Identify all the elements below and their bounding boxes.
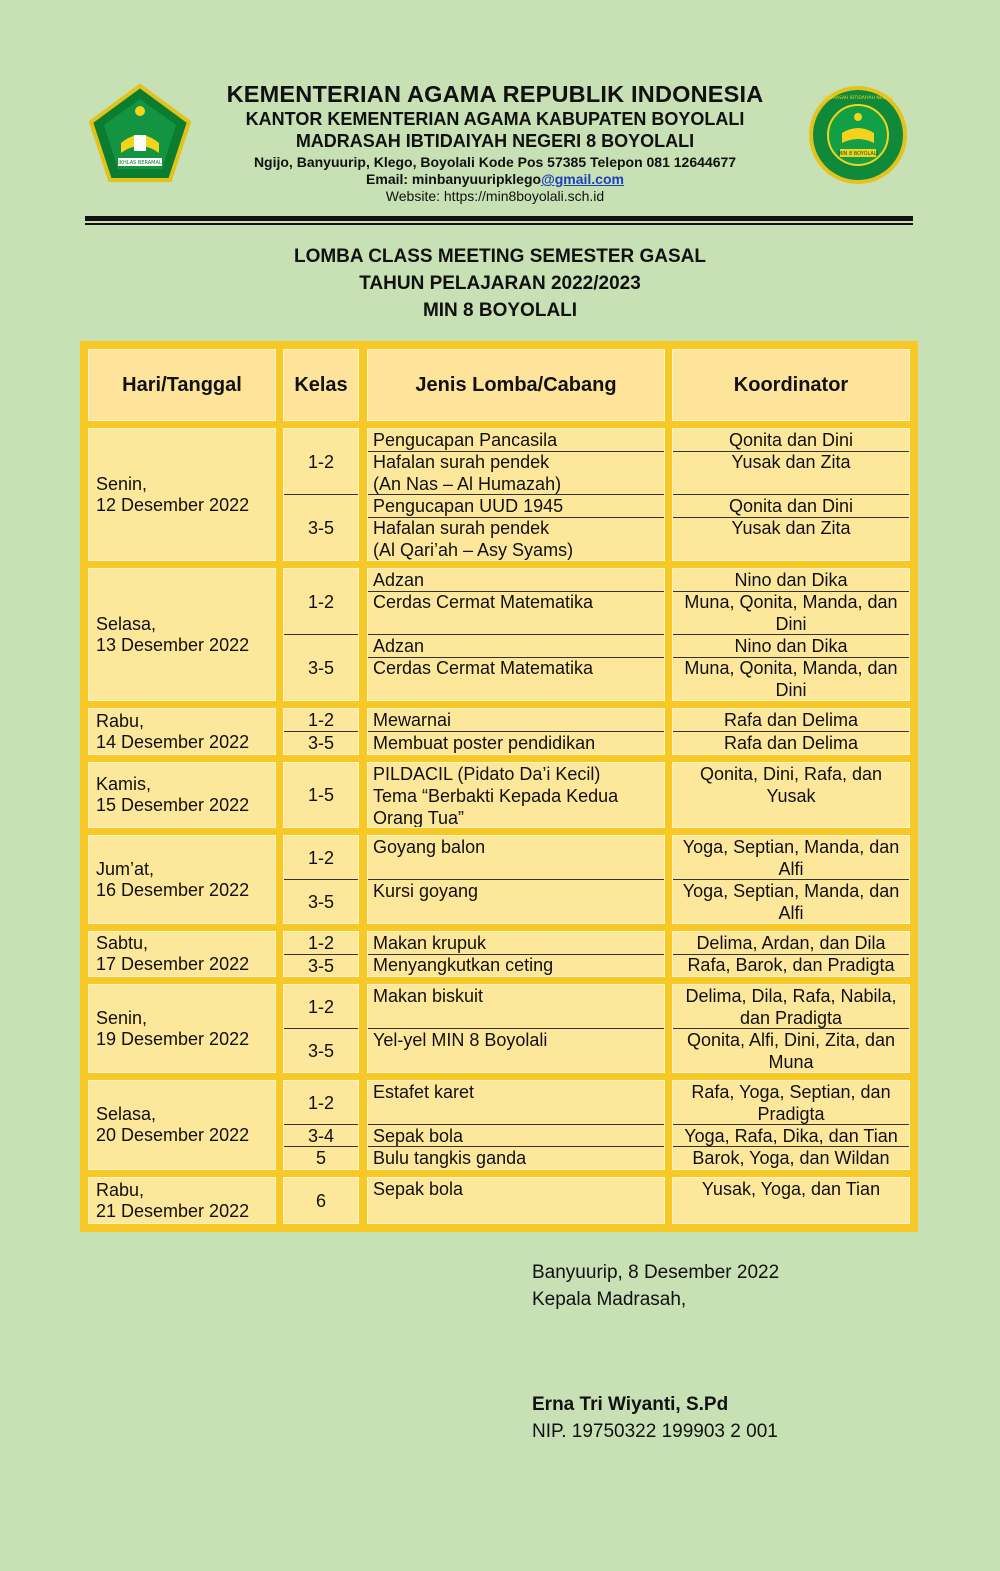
- letterhead-rule: [85, 216, 913, 221]
- lomba-cell: Pengucapan Pancasila Hafalan surah pendek (An Nas – Al Humazah) Pengucapan UUD 1945 Hafalan surah pendek (Al Qari’ah – Asy Syams): [368, 429, 664, 560]
- row-divider: [284, 494, 358, 495]
- lomba-cell: Estafet karet Sepak bola Bulu tangkis ganda: [368, 1081, 664, 1169]
- right-logo-text: MIN 8 BOYOLALI: [837, 151, 879, 157]
- koordinator-cell: Rafa, Yoga, Septian, dan Pradigta Yoga, Rafa, Dika, dan Tian Barok, Yoga, dan Wildan: [673, 1081, 909, 1169]
- row-divider: [368, 1146, 664, 1147]
- row-divider: [673, 1028, 909, 1029]
- kelas-cell: 1-2: [284, 569, 358, 634]
- right-logo-ring: MADRASAH IBTIDAIYAH NEGERI: [822, 96, 894, 101]
- kelas-cell: 1-2: [284, 836, 358, 879]
- row-divider: [673, 1146, 909, 1147]
- school-address: Ngijo, Banyuurip, Klego, Boyolali Kode Pos 57385 Telepon 081 12644677: [253, 154, 737, 170]
- letterhead-rule-thin: [85, 223, 913, 225]
- office-name: KANTOR KEMENTERIAN AGAMA KABUPATEN BOYOLALI: [245, 109, 745, 129]
- kelas-cell: 3-5: [284, 1029, 358, 1072]
- letterhead: [200, 80, 790, 205]
- kelas-cell: 1-2: [284, 709, 358, 731]
- lomba-cell: Mewarnai Membuat poster pendidikan: [368, 709, 664, 754]
- row-divider: [368, 954, 664, 955]
- email-link[interactable]: @gmail.com: [541, 171, 624, 187]
- row-divider: [368, 879, 664, 880]
- sign-position: Kepala Madrasah,: [532, 1289, 687, 1310]
- day-cell: Senin, 12 Desember 2022: [89, 429, 275, 560]
- sign-place-date: Banyuurip, 8 Desember 2022: [532, 1262, 780, 1283]
- kelas-cell: 1-5: [284, 763, 358, 827]
- row-divider: [673, 657, 909, 658]
- school-website: Website: https://min8boyolali.sch.id: [385, 188, 605, 204]
- row-divider: [368, 1124, 664, 1125]
- row-divider: [673, 731, 909, 732]
- day-cell: Senin, 19 Desember 2022: [89, 985, 275, 1072]
- madrasah-logo: [806, 83, 910, 187]
- koordinator-cell: Yoga, Septian, Manda, dan Alfi Yoga, Septian, Manda, dan Alfi: [673, 836, 909, 923]
- row-divider: [284, 1124, 358, 1125]
- document-title: [0, 243, 1000, 324]
- header-kelas: Kelas: [284, 350, 358, 420]
- header-koordinator: Koordinator: [673, 350, 909, 420]
- title-line-2: TAHUN PELAJARAN 2022/2023: [359, 273, 641, 294]
- day-cell: Sabtu, 17 Desember 2022: [89, 932, 275, 976]
- school-email: Email: minbanyuuripklego@gmail.com: [366, 171, 624, 187]
- day-cell: Selasa, 20 Desember 2022: [89, 1081, 275, 1169]
- kemenag-logo: [88, 83, 192, 187]
- day-cell: Kamis, 15 Desember 2022: [89, 763, 275, 827]
- kelas-cell: 3-5: [284, 955, 358, 976]
- row-divider: [368, 517, 664, 518]
- kelas-cell: 1-2: [284, 429, 358, 494]
- title-line-1: LOMBA CLASS MEETING SEMESTER GASAL: [293, 246, 707, 267]
- koordinator-cell: Nino dan Dika Muna, Qonita, Manda, dan Dini Nino dan Dika Muna, Qonita, Manda, dan Dini: [673, 569, 909, 700]
- kelas-cell: 3-5: [284, 880, 358, 923]
- kelas-cell: 3-5: [284, 635, 358, 700]
- row-divider: [368, 634, 664, 635]
- sign-nip: NIP. 19750322 199903 2 001: [532, 1421, 778, 1442]
- lomba-cell: Goyang balon Kursi goyang: [368, 836, 664, 923]
- row-divider: [284, 954, 358, 955]
- kelas-cell: 6: [284, 1178, 358, 1223]
- row-divider: [284, 731, 358, 732]
- row-divider: [673, 494, 909, 495]
- header-hari: Hari/Tanggal: [89, 350, 275, 420]
- row-divider: [368, 1028, 664, 1029]
- lomba-cell: PILDACIL (Pidato Da’i Kecil) Tema “Berbakti Kepada Kedua Orang Tua”: [368, 763, 664, 827]
- row-divider: [284, 1028, 358, 1029]
- row-divider: [673, 879, 909, 880]
- header-lomba: Jenis Lomba/Cabang: [368, 350, 664, 420]
- row-divider: [284, 634, 358, 635]
- row-divider: [673, 634, 909, 635]
- koordinator-cell: Rafa dan Delima Rafa dan Delima: [673, 709, 909, 754]
- kelas-cell: 1-2: [284, 985, 358, 1028]
- row-divider: [284, 879, 358, 880]
- title-line-3: MIN 8 BOYOLALI: [422, 300, 578, 321]
- day-cell: Selasa, 13 Desember 2022: [89, 569, 275, 700]
- row-divider: [368, 591, 664, 592]
- school-name: MADRASAH IBTIDAIYAH NEGERI 8 BOYOLALI: [295, 131, 695, 151]
- kelas-cell: 3-5: [284, 495, 358, 560]
- row-divider: [368, 451, 664, 452]
- kelas-cell: 3-5: [284, 732, 358, 754]
- lomba-cell: Makan krupuk Menyangkutkan ceting: [368, 932, 664, 976]
- koordinator-cell: Qonita, Dini, Rafa, dan Yusak: [673, 763, 909, 827]
- row-divider: [673, 954, 909, 955]
- day-cell: Jum’at, 16 Desember 2022: [89, 836, 275, 923]
- row-divider: [673, 591, 909, 592]
- lomba-cell: Makan biskuit Yel-yel MIN 8 Boyolali: [368, 985, 664, 1072]
- day-cell: Rabu, 14 Desember 2022: [89, 709, 275, 754]
- kelas-cell: 1-2: [284, 932, 358, 954]
- koordinator-cell: Delima, Dila, Rafa, Nabila, dan Pradigta Qonita, Alfi, Dini, Zita, dan Muna: [673, 985, 909, 1072]
- lomba-cell: Sepak bola: [368, 1178, 664, 1223]
- day-cell: Rabu, 21 Desember 2022: [89, 1178, 275, 1223]
- row-divider: [673, 451, 909, 452]
- row-divider: [673, 1124, 909, 1125]
- lomba-cell: Adzan Cerdas Cermat Matematika Adzan Cerdas Cermat Matematika: [368, 569, 664, 700]
- ministry-name: KEMENTERIAN AGAMA REPUBLIK INDONESIA: [226, 81, 764, 107]
- koordinator-cell: Delima, Ardan, dan Dila Rafa, Barok, dan Pradigta: [673, 932, 909, 976]
- kelas-cell: 5: [284, 1147, 358, 1169]
- kelas-cell: 3-4: [284, 1125, 358, 1146]
- kelas-cell: 1-2: [284, 1081, 358, 1124]
- row-divider: [284, 1146, 358, 1147]
- row-divider: [673, 517, 909, 518]
- koordinator-cell: Yusak, Yoga, dan Tian: [673, 1178, 909, 1223]
- row-divider: [368, 494, 664, 495]
- row-divider: [368, 657, 664, 658]
- sign-name: Erna Tri Wiyanti, S.Pd: [532, 1394, 729, 1415]
- left-logo-text: IKHLAS BERAMAL: [118, 160, 162, 166]
- row-divider: [368, 731, 664, 732]
- koordinator-cell: Qonita dan Dini Yusak dan Zita Qonita dan Dini Yusak dan Zita: [673, 429, 909, 560]
- schedule-table: [80, 341, 918, 1232]
